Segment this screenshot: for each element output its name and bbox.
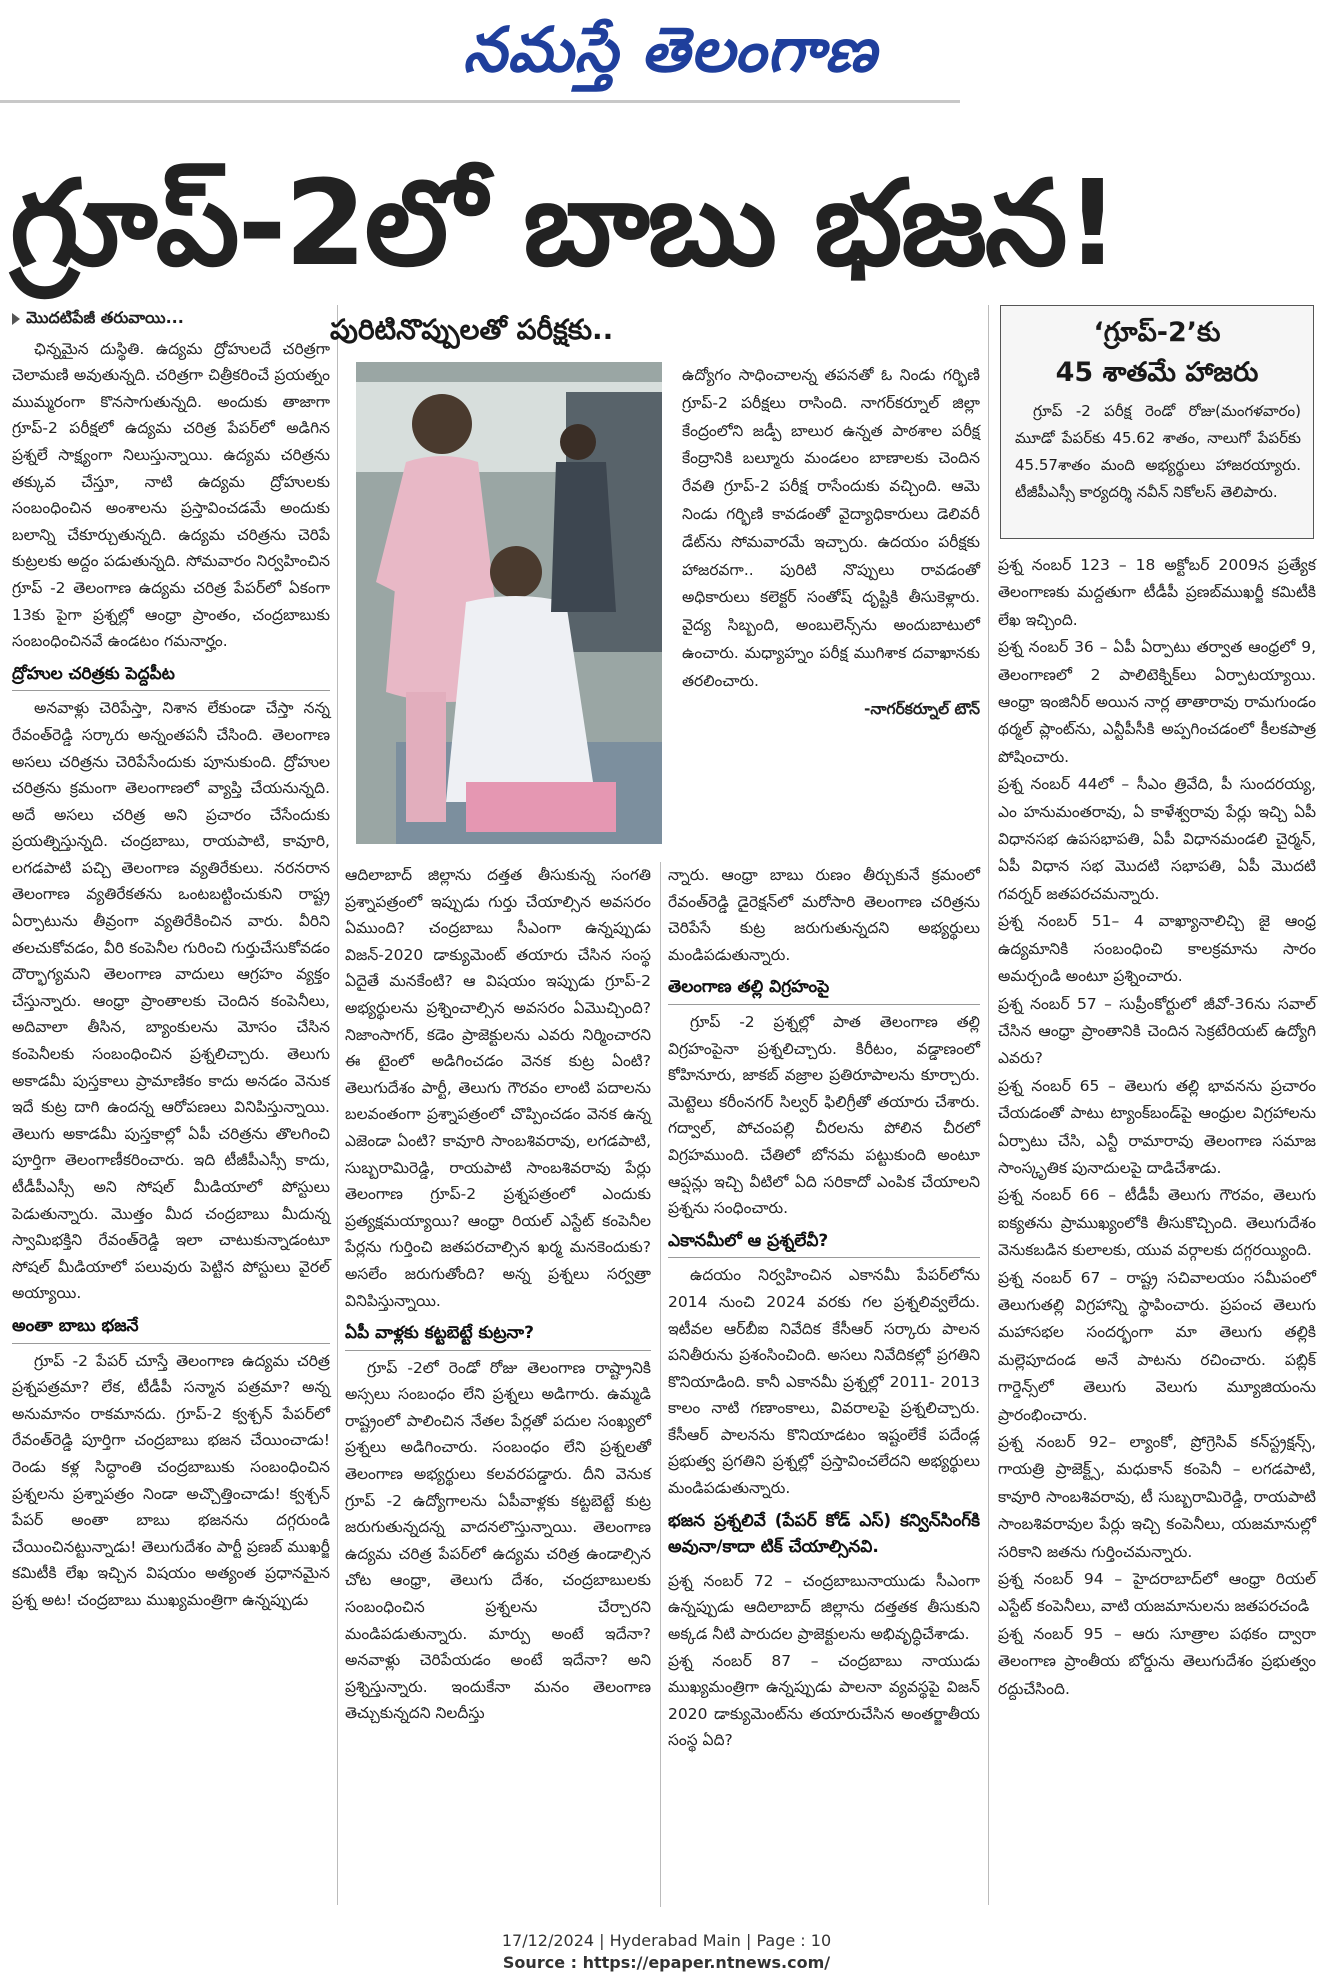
question-item: ప్రశ్న నంబర్‌ 94 – హైదరాబాద్‌లో ఆంధ్రా రియల్‌ ఎస్టేట్‌ కంపెనీలు, వాటి యజమానులను జతపరచండి (998, 1570, 1316, 1616)
paragraph: న్నారు. ఆంధ్రా బాబు రుణం తీర్చుకునే క్రమంలో రేవంత్‌రెడ్డి డైరెక్షన్‌లో మరోసారి తెలంగాణ చరిత్రను చెరిపేసే కుట్ర జరుగుతున్నదని అభ్యర్థులు మండిపడుతున్నారు. (668, 866, 980, 964)
article-column-2 (345, 862, 651, 1727)
article-column-4 (998, 552, 1316, 1703)
masthead-divider (0, 100, 960, 103)
column-divider (337, 305, 338, 1905)
question-item: ప్రశ్న నంబర్‌ 67 – రాష్ట్ర సచివాలయం సమీపంలో తెలుగుతల్లి విగ్రహాన్ని స్థాపించారు. ప్రపంచ తెలుగు మహాసభల సందర్భంగా మా తెలుగు తల్లికి మల్లెపూదండ అనే పాటను రచించారు. పబ్లిక్‌ గార్డెన్స్‌లో తెలుగు వెలుగు మ్యూజియంను ప్రారంభించారు. (998, 1268, 1316, 1424)
paragraph: అనవాళ్లు చెరిపేస్తా, నిశాన లేకుండా చేస్తా నన్న రేవంత్‌రెడ్డి సర్కారు అన్నంతపనీ చేసింది. తెలంగాణ అసలు చరిత్రను చెరిపేసేందుకు పూనుకుంది. ద్రోహుల చరిత్రను క్రమంగా తెలంగాణలో వ్యాప్తి చేయనున్నది. అదే అసలు చరిత్ర అని ప్రచారం చేసేందుకు ప్రయత్నిస్తున్నది. చంద్రబాబు, రాయపాటి, కావూరి, లగడపాటి పచ్చి తెలంగాణ వ్యతిరేకులు. నరనరాన తెలంగాణ వ్యతిరేకతను ఒంటబట్టించుకుని రాష్ట్ర ఏర్పాటును తీవ్రంగా వ్యతిరేకించిన వారు. వీరిని తలచుకోవడం, వీరి కంపెనీల గురించి గుర్తుచేసుకోవడం దౌర్భాగ్యమని తెలంగాణ వాదులు ఆగ్రహం వ్యక్తం చేస్తున్నారు. ఆంధ్రా ప్రాంతాలకు చెందిన కంపెనీలు, అదివాలా తీసిన, బ్యాంకులను మోసం చేసిన కంపెనీలకు సంబంధించిన ప్రశ్నలిచ్చారు. తెలుగు అకాడమీ పుస్తకాలు ప్రామాణికం కాదు అనడం వెనుక ఇదే కుట్ర దాగి ఉందన్న ఆరోపణలు వినిపిస్తున్నాయి. తెలుగు అకాడమీ పుస్తకాల్లో ఏపీ చరిత్రను తొలగించి పూర్తిగా తెలంగాణీకరించారు. ఇది టీజీపీఎస్సీ కాదు, టీడీపీఎస్సీ అని సోషల్‌ మీడియాలో పోస్టులు పెడుతున్నారు. మొత్తం మీద చంద్రబాబు మీదున్న స్వామిభక్తిని రేవంత్‌రెడ్డి ఇలా చాటుకున్నాడంటూ సోషల్‌ మీడియాలో పలువురు పెట్టిన పోస్టులు వైరల్‌ అయ్యాయి. (12, 699, 330, 1303)
byline: -నాగర్‌కర్నూల్‌ టౌన్‌ (864, 699, 980, 718)
question-item: ప్రశ్న నంబర్‌ 123 – 18 అక్టోబర్‌ 2009న ప్రత్యేక తెలంగాణకు మద్దతుగా టీడీపీ ప్రణబ్‌ముఖర్జీ కమిటీకి లేఖ ఇచ్చింది. (998, 556, 1316, 629)
column-divider (660, 862, 661, 1907)
paragraph: ఆదిలాబాద్‌ జిల్లాను దత్తత తీసుకున్న సంగతి ప్రశ్నాపత్రంలో ఇప్పుడు గుర్తు చేయాల్సిన అవసరం ఏముంది? చంద్రబాబు సీఎంగా ఉన్నప్పుడు విజన్‌-2020 డాక్యుమెంట్‌ తయారు చేసిన సంస్థ ఏదైతే మనకేంటి? ఆ విషయం ఇప్పుడు గ్రూప్‌-2 అభ్యర్థులను ప్రశ్నించాల్సిన అవసరం ఏమొచ్చింది? నిజాంసాగర్‌, కడెం ప్రాజెక్టులను ఎవరు నిర్మించారని ఈ టైంలో అడిగించడం వెనక కుట్ర ఏంటి? తెలుగుదేశం పార్టీ, తెలుగు గౌరవం లాంటి పదాలను బలవంతంగా ప్రశ్నాపత్రంలో చొప్పించడం వెనక ఉన్న ఎజెండా ఏంటి? కావూరి సాంబశివరావు, లగడపాటి, సుబ్బరామిరెడ్డి, రాయపాటి సాంబశివరావు పేర్లు తెలంగాణ గ్రూప్‌-2 ప్రశ్నపత్రంలో ఎందుకు ప్రత్యక్షమయ్యాయి? ఆంధ్రా రియల్‌ ఎస్టేట్‌ కంపెనీల పేర్లను గుర్తించి జతపరచాల్సిన ఖర్మ మనకెందుకు? అసలేం జరుగుతోంది? అన్న ప్రశ్నలు సర్వత్రా వినిపిస్తున్నాయి. (345, 866, 651, 1310)
question-item: ప్రశ్న నంబర్‌ 57 – సుప్రీంకోర్టులో జీవో-36ను సవాల్‌ చేసిన ఆంధ్రా ప్రాంతానికి చెందిన సెక్రటేరియట్‌ ఉద్యోగి ఎవరు? (998, 994, 1316, 1068)
page-footer (0, 1930, 1333, 1974)
attendance-box-body: గ్రూప్‌ -2 పరీక్ష రెండో రోజు(మంగళవారం) మూడో పేపర్‌కు 45.62 శాతం, నాలుగో పేపర్‌కు 45.57శాతం మంది అభ్యర్థులు హాజరయ్యారు. టీజీపీఎస్సీ కార్యదర్శి నవీన్‌ నికోలస్‌ తెలిపారు. (1015, 402, 1301, 501)
subheading: ఏపీ వాళ్లకు కట్టబెట్టే కుట్రనా? (345, 1320, 651, 1351)
subheading: ఎకానమీలో ఆ ప్రశ్నలేవీ? (668, 1228, 980, 1259)
subheading: అంతా బాబు భజనే (12, 1313, 330, 1344)
paragraph: గ్రూప్‌ -2 ప్రశ్నల్లో పాత తెలంగాణ తల్లి విగ్రహంపైనా ప్రశ్నలిచ్చారు. కిరీటం, వడ్డాణంలో కోహినూరు, జాకబ్‌ వజ్రాల ప్రతిరూపాలను కూర్చారు. మెట్టెలు కరీంనగర్‌ సిల్వర్‌ ఫిలిగ్రీతో తయారు చేశారు. గద్వాల్‌, పోచంపల్లి చీరలను పోలిన చీరలో విగ్రహముంది. చేతిలో బోనమ పట్టుకుంది అంటూ ఆప్షన్లు ఇచ్చి వీటిలో ఏది సరికాదో ఎంపిక చేయాలని ప్రశ్నను సంధించారు. (668, 1012, 980, 1218)
question-item: ప్రశ్న నంబర్‌ 72 – చంద్రబాబునాయుడు సీఎంగా ఉన్నప్పుడు ఆదిలాబాద్‌ జిల్లాను దత్తతక తీసుకుని అక్కడ నీటి పారుదల ప్రాజెక్టులను అభివృద్ధిచేశాడు. (668, 1571, 980, 1644)
question-item: ప్రశ్న నంబర్‌ 66 – టీడీపీ తెలుగు గౌరవం, తెలుగు ఐక్యతను ప్రాముఖ్యంలోకి తీసుకొచ్చింది. తెలుగుదేశం వెనుకబడిన కులాలకు, యువ వర్గాలకు దగ్గరయ్యింది. (998, 1186, 1316, 1260)
photo-feature-text (682, 362, 980, 723)
column-divider (988, 305, 989, 1905)
subheading: భజన ప్రశ్నలివే (పేపర్‌ కోడ్‌ ఎస్‌) కన్విన్‌సింగ్‌కి అవునా/కాదా టిక్‌ చేయాల్సినవి. (668, 1510, 980, 1558)
edition-info: 17/12/2024 | Hyderabad Main | Page : 10 (501, 1931, 832, 1950)
article-column-1 (12, 305, 330, 1614)
article-column-3 (668, 862, 980, 1754)
question-item: ప్రశ్న నంబర్‌ 92– ల్యాంకో, ప్రోగ్రెసివ్‌ కన్‌స్ట్రక్షన్స్‌, గాయత్రి ప్రాజెక్ట్స్‌, మధుకాన్‌ కంపెనీ – లగడపాటి, కావూరి సాంబశివరావు, టీ సుబ్బరామిరెడ్డి, రాయపాటి సాంబశివరావుల పేర్లు ఇచ్చి కంపెనీలు, యజమానుల్లో సరికాని జతను గుర్తించమన్నారు. (998, 1433, 1316, 1561)
question-item: ప్రశ్న నంబర్‌ 87 – చంద్రబాబు నాయుడు ముఖ్యమంత్రిగా ఉన్నప్పుడు పాలనా వ్యవస్థపై విజన్‌ 2020 డాక్యుమెంట్‌ను తయారుచేసిన అంతర్జాతీయ సంస్థ ఏది? (668, 1651, 980, 1750)
subheading: ద్రోహుల చరిత్రకు పెద్దపీట (12, 661, 330, 692)
attendance-box-title: ‘గ్రూప్‌-2’కు (1093, 317, 1221, 348)
paragraph: గ్రూప్‌ -2 పేపర్‌ చూస్తే తెలంగాణ ఉద్యమ చరిత్ర ప్రశ్నపత్రమా? లేక, టీడీపీ సన్మాన పత్రమా? అన్న అనుమానం రాకమానదు. గ్రూప్‌-2 క్వశ్చన్‌ పేపర్‌లో రేవంత్‌రెడ్డి పూర్తిగా చంద్రబాబు భజన చేయించాడు! రెండు కళ్ల సిద్ధాంతి చంద్రబాబుకు సంబంధించిన ప్రశ్నలను ప్రశ్నాపత్రం నిండా అచ్చొత్తించాడు! క్వశ్చన్‌ పేపర్‌ అంతా బాబు భజనను దగ్గరుండి చేయించినట్టున్నాడు! తెలుగుదేశం పార్టీ ప్రణబ్‌ ముఖర్జీ కమిటీకి లేఖ ఇచ్చిన విషయం అత్యంత ప్రధానమైన ప్రశ్న అట! చంద్రబాబు ముఖ్యమంత్రిగా ఉన్నప్పుడు (12, 1351, 330, 1609)
question-item: ప్రశ్న నంబర్‌ 36 – ఏపీ ఏర్పాటు తర్వాత ఆంధ్రలో 9, తెలంగాణలో 2 పాలిటెక్నిక్‌లు ఏర్పాటయ్యాయి. ఆంధ్రా ఇంజినీర్‌ అయిన నార్ల తాతారావు రామగుండం థర్మల్‌ ప్లాంట్‌ను, ఎన్టీపీసీకి అప్పగించడంలో కీలకపాత్ర పోషించారు. (998, 638, 1316, 766)
paragraph: ఛిన్నమైన దుస్థితి. ఉద్యమ ద్రోహులదే చరిత్రగా చెలామణి అవుతున్నది. చరిత్రగా చిత్రీకరించే ప్రయత్నం ముమ్మరంగా కొనసాగుతున్నది. అందుకు తాజాగా గ్రూప్‌-2 పరీక్షలో ఉద్యమ చరిత్ర పేపర్‌లో అడిగిన ప్రశ్నలే సాక్ష్యంగా నిలుస్తున్నాయి. ఉద్యమ చరిత్రను తక్కువ చేస్తూ, నాటి ఉద్యమ ద్రోహులకు సంబంధించిన అంశాలను ప్రస్తావించడమే అందుకు బలాన్ని చేకూర్చుతున్నది. ఉద్యమ చరిత్రను చెరిపే కుట్రలకు అద్దం పడుతున్నది. సోమవారం నిర్వహించిన గ్రూప్‌ -2 తెలంగాణ ఉద్యమ చరిత్ర పేపర్‌లో ఏకంగా 13కు పైగా ప్రశ్నల్లో ఆంధ్రా ప్రాంతం, చంద్రబాబుకు సంబంధించినవే ఉండటం గమనార్హం. (12, 339, 330, 651)
masthead (0, 0, 1333, 100)
attendance-box-subtitle: 45 శాతమే హాజరు (1055, 357, 1259, 388)
question-item: ప్రశ్న నంబర్‌ 65 – తెలుగు తల్లి భావనను ప్రచారం చేయడంతో పాటు ట్యాంక్‌బండ్‌పై ఆంధ్రుల విగ్రహాలను ఏర్పాటు చేసి, ఎన్టీ రామారావు తెలంగాణ సమాజ సాంస్కృతిక పునాదులపై దాడిచేశాడు. (998, 1076, 1316, 1177)
question-item: ప్రశ్న నంబర్‌ 95 – ఆరు సూత్రాల పథకం ద్వారా తెలంగాణ ప్రాంతీయ బోర్డును తెలుగుదేశం ప్రభుత్వం రద్దుచేసింది. (998, 1624, 1316, 1698)
paragraph: ఉద్యోగం సాధించాలన్న తపనతో ఓ నిండు గర్భిణి గ్రూప్‌-2 పరీక్షలు రాసింది. నాగర్‌కర్నూల్‌ జిల్లా కేంద్రంలోని జడ్పీ బాలుర ఉన్నత పాఠశాల పరీక్ష కేంద్రానికి బల్మూరు మండలం బాణాలకు చెందిన రేవతి గ్రూప్‌-2 పరీక్ష రాసేందుకు వచ్చింది. ఆమె నిండు గర్భిణి కావడంతో వైద్యాధికారులు డెలివరీ డేట్‌ను సోమవారమే ఇచ్చారు. ఉదయం పరీక్షకు హాజరవగా.. పురిటి నొప్పులు రావడంతో అధికారులు కలెక్టర్‌ సంతోష్‌ దృష్టికి తీసుకెళ్లారు. వైద్య సిబ్బంది, అంబులెన్స్‌ను అందుబాటులో ఉంచారు. మధ్యాహ్నం పరీక్ష ముగిశాక దవాఖానకు తరలించారు. (682, 366, 980, 690)
newspaper-logo: నమస్తే తెలంగాణ (462, 13, 878, 86)
photo-feature-title: పురిటినొప్పులతో పరీక్షకు.. (330, 313, 614, 346)
question-item: ప్రశ్న నంబర్‌ 51– 4 వాఖ్యానాలిచ్చి జై ఆంధ్ర ఉద్యమానికి సంబంధించి కాలక్రమాను సారం అమర్చండి అంటూ ప్రశ్నించారు. (998, 912, 1316, 986)
headline: గ్రూప్‌-2లో బాబు భజన! (10, 154, 1118, 292)
arrow-right-icon (12, 313, 20, 325)
source-link[interactable]: Source : https://epaper.ntnews.com/ (502, 1953, 831, 1972)
paragraph: ఉదయం నిర్వహించిన ఎకానమీ పేపర్‌లోను 2014 నుంచి 2024 వరకు గల ప్రశ్నలివ్వలేదు. ఇటీవల ఆర్‌బీఐ నివేదిక కేసీఆర్‌ సర్కారు పాలన పనితీరును ప్రశంసించింది. అసలు నివేదికల్లో ప్రగతిని కొనియాడింది. కానీ ఎకానమీ ప్రశ్నల్లో 2011- 2013 కాలం నాటి గణాంకాలు, వివరాలపై ప్రశ్నలిచ్చారు. కేసీఆర్‌ పాలనను కొనియాడటం ఇష్టంలేకే పదేండ్ల ప్రభుత్వ ప్రగతిని ప్రశ్నల్లో ప్రస్తావించలేదని అభ్యర్థులు మండిపడుతున్నారు. (668, 1266, 980, 1498)
news-photo (356, 362, 662, 844)
continuation-kicker: మొదటిపేజీ తరువాయి... (12, 305, 330, 332)
paragraph: గ్రూప్‌ -2లో రెండో రోజు తెలంగాణ రాష్ట్రానికి అస్సలు సంబంధం లేని ప్రశ్నలు అడిగారు. ఉమ్మడి రాష్ట్రంలో పాలించిన నేతల పేర్లతో పదుల సంఖ్యలో ప్రశ్నలు అడిగించారు. సంబంధం లేని ప్రశ్నలతో తెలంగాణ అభ్యర్థులు కలవరపడ్డారు. దీని వెనుక గ్రూప్‌ -2 ఉద్యోగాలను ఏపీవాళ్లకు కట్టబెట్టే కుట్ర జరుగుతున్నదన్న వాదనలొస్తున్నాయి. తెలంగాణ ఉద్యమ చరిత్ర పేపర్‌లో ఉద్యమ చరిత్ర ఉండాల్సిన చోట ఆంధ్రా, తెలుగు దేశం, చంద్రబాబులకు సంబంధించిన ప్రశ్నలను చేర్చారని మండిపడుతున్నారు. మార్పు అంటే ఇదేనా? అనవాళ్లు చెరిపేయడం అంటే ఇదేనా? అని ప్రశ్నిస్తున్నారు. ఇందుకేనా మనం తెలంగాణ తెచ్చుకున్నదని నిలదీస్తు (345, 1358, 651, 1723)
attendance-box (1000, 305, 1314, 539)
question-item: ప్రశ్న నంబర్‌ 44లో – సీఎం త్రివేది, పీ సుందరయ్య, ఎం హనుమంతరావు, ఏ కాళేశ్వరావు పేర్లు ఇచ్చి ఏపీ విధానసభ ఉపసభాపతి, ఏపీ విధానమండలి చైర్మన్‌, ఏపీ విధాన సభ మొదటి సభాపతి, ఏపీ మొదటి గవర్నర్‌ జతపరచమన్నారు. (998, 775, 1316, 903)
subheading: తెలంగాణ తల్లి విగ్రహంపై (668, 974, 980, 1005)
